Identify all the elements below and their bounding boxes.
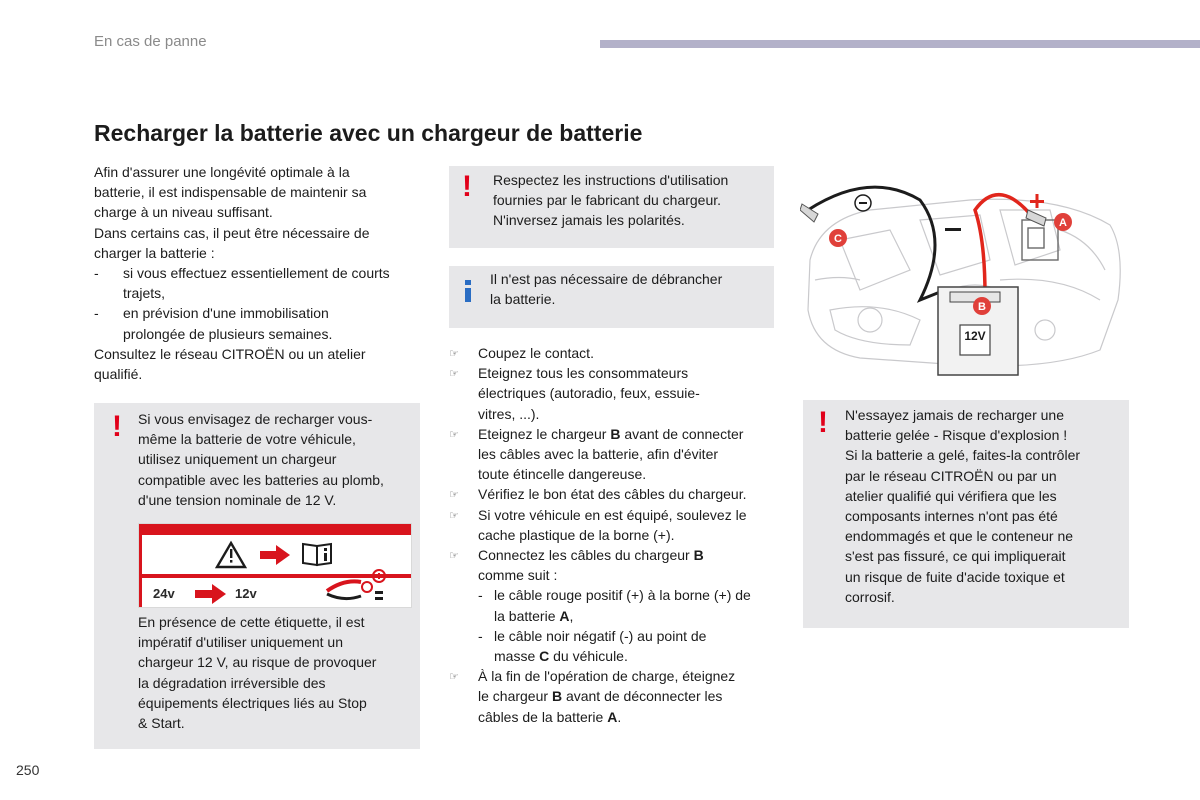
marker-a	[1054, 213, 1072, 231]
warning-line: fournies par le fabricant du chargeur.	[493, 192, 722, 209]
step-text: masse C du véhicule.	[494, 648, 628, 665]
warning-line: utilisez uniquement un chargeur	[138, 451, 337, 468]
step-text: Eteignez le chargeur	[478, 425, 611, 442]
warning-line: impératif d'utiliser uniquement un	[138, 634, 344, 651]
battery-charger-diagram	[800, 180, 1130, 380]
plus-minus-icon	[373, 570, 385, 600]
arrow-right-icon	[260, 545, 290, 565]
step-text: les câbles avec la batterie, afin d'éviter	[478, 446, 719, 463]
warning-line: corrosif.	[845, 588, 895, 605]
step-text: avant de connecter	[620, 425, 744, 442]
bullet-line: trajets,	[123, 285, 166, 302]
step-bold: B	[610, 425, 621, 442]
arrow-right-icon	[195, 584, 226, 604]
plus-sign-icon	[1030, 194, 1044, 208]
charger-voltage-label: 12V	[964, 329, 986, 343]
pointer-hand-icon: ☞	[449, 671, 459, 684]
header-accent-bar	[600, 40, 1200, 48]
pointer-hand-icon: ☞	[449, 368, 459, 381]
step-item	[449, 424, 789, 444]
intro-line: Afin d'assurer une longévité optimale à la	[94, 164, 350, 180]
warning-line: Si vous envisagez de recharger vous-	[138, 411, 373, 427]
step-text: Eteignez tous les consommateurs	[478, 365, 689, 382]
label-voltage-24: 24v	[153, 586, 175, 601]
step-bold: B	[693, 547, 704, 564]
page-number: 250	[16, 762, 40, 778]
warning-line: En présence de cette étiquette, il est	[138, 614, 365, 630]
step-item	[449, 666, 789, 686]
marker-c-label: C	[834, 233, 842, 245]
warning-line: s'est pas fissuré, ce qui impliquerait	[845, 548, 1066, 565]
info-text	[490, 269, 770, 309]
page-title: Recharger la batterie avec un chargeur de batterie	[94, 120, 643, 146]
sub-dash: -	[478, 627, 483, 644]
jumper-clamp-icon	[327, 581, 372, 598]
step-item	[449, 363, 789, 383]
warning-line: Respectez les instructions d'utilisation	[493, 172, 729, 188]
info-line: la batterie.	[490, 291, 556, 308]
step-text: le câble noir négatif (-) au point de	[494, 627, 707, 644]
bullet-line: prolongée de plusieurs semaines.	[123, 325, 333, 342]
bullet-line: si vous effectuez essentiellement de courts	[123, 265, 390, 282]
warning-line: par le réseau CITROËN ou par un	[845, 467, 1057, 484]
info-icon-bar	[465, 288, 471, 302]
warning-instructions-text	[493, 170, 773, 231]
bullet-line: en prévision d'une immobilisation	[123, 305, 329, 322]
section-label: En cas de panne	[94, 33, 207, 50]
warning-line: N'inversez jamais les polarités.	[493, 212, 685, 229]
step-text: Coupez le contact.	[478, 345, 594, 361]
pointer-hand-icon: ☞	[449, 428, 459, 441]
manual-info-icon	[303, 544, 331, 565]
red-clamp-icon	[1026, 210, 1046, 226]
step-item	[449, 484, 789, 504]
steps-list	[449, 343, 789, 727]
pointer-hand-icon: ☞	[449, 348, 459, 360]
pointer-hand-icon: ☞	[449, 550, 459, 563]
warning-exclamation-icon: !	[462, 170, 472, 203]
intro-line: charge à un niveau suffisant.	[94, 204, 273, 221]
step-text: cache plastique de la borne (+).	[478, 526, 675, 543]
stop-start-label-image	[138, 523, 412, 608]
warning-line: la dégradation irréversible des	[138, 674, 326, 691]
intro-bullet	[94, 263, 424, 303]
warning-line: un risque de fuite d'acide toxique et	[845, 568, 1065, 585]
marker-c	[829, 229, 847, 247]
warning-line: d'une tension nominale de 12 V.	[138, 491, 337, 508]
info-icon	[465, 280, 471, 302]
warning-line: chargeur 12 V, au risque de provoquer	[138, 654, 377, 671]
marker-a-label: A	[1059, 217, 1067, 229]
warning-exclamation-icon: !	[818, 406, 828, 439]
warning-line: Si la batterie a gelé, faites-la contrôler	[845, 447, 1081, 464]
warning-line: même la batterie de votre véhicule,	[138, 431, 356, 448]
step-text: vitres, ...).	[478, 405, 540, 422]
warning-frozen-text	[845, 405, 1125, 607]
warning-line: batterie gelée - Risque d'explosion !	[845, 427, 1068, 444]
label-icons	[139, 524, 412, 608]
battery-a-outline	[1022, 220, 1058, 260]
marker-b-label: B	[978, 301, 986, 313]
step-text: toute étincelle dangereuse.	[478, 466, 647, 483]
info-line: Il n'est pas nécessaire de débrancher	[490, 271, 723, 287]
minus-sign-icon	[945, 228, 961, 231]
step-sub-item	[449, 626, 789, 646]
intro-line: charger la batterie :	[94, 244, 215, 261]
intro-bullet	[94, 303, 424, 343]
step-text: comme suit :	[478, 567, 558, 584]
pointer-hand-icon: ☞	[449, 489, 459, 502]
step-text: le chargeur B avant de déconnecter les	[478, 688, 723, 705]
step-text: À la fin de l'opération de charge, éteignez	[478, 668, 736, 685]
step-sub-item	[449, 585, 789, 605]
intro-text	[94, 162, 424, 384]
sub-dash: -	[478, 587, 483, 604]
bullet-dash: -	[94, 305, 99, 322]
marker-b	[973, 297, 991, 315]
warning-charger-after-text	[138, 612, 418, 733]
label-voltage-12: 12v	[235, 586, 257, 601]
negative-terminal-icon	[855, 195, 871, 211]
step-text: Si votre véhicule en est équipé, soulevez le	[478, 506, 747, 523]
info-icon-dot	[465, 280, 471, 285]
intro-line: qualifié.	[94, 366, 143, 383]
step-text: Connectez les câbles du chargeur	[478, 547, 694, 564]
intro-line: batterie, il est indispensable de maintenir sa	[94, 184, 367, 201]
warning-triangle-icon	[217, 543, 245, 567]
warning-line: N'essayez jamais de recharger une	[845, 407, 1065, 423]
warning-line: équipements électriques liés au Stop	[138, 694, 367, 711]
step-text: le câble rouge positif (+) à la borne (+) de	[494, 587, 751, 604]
warning-charger-text	[138, 409, 418, 510]
warning-line: compatible avec les batteries au plomb,	[138, 471, 384, 488]
intro-line: Consultez le réseau CITROËN ou un atelier	[94, 345, 366, 362]
intro-line: Dans certains cas, il peut être nécessaire de	[94, 224, 370, 241]
step-item	[449, 545, 789, 565]
warning-line: atelier qualifié qui vérifiera que les	[845, 487, 1057, 504]
pointer-hand-icon: ☞	[449, 509, 459, 522]
step-text: Vérifiez le bon état des câbles du chargeur.	[478, 486, 747, 503]
warning-line: composants internes n'ont pas été	[845, 508, 1058, 525]
warning-exclamation-icon: !	[112, 410, 122, 443]
bullet-dash: -	[94, 265, 99, 282]
step-text: câbles de la batterie A.	[478, 708, 622, 725]
step-item	[449, 343, 789, 363]
warning-line: endommagés et que le conteneur ne	[845, 528, 1074, 545]
step-item	[449, 505, 789, 525]
warning-line: & Start.	[138, 715, 185, 732]
step-text: électriques (autoradio, feux, essuie-	[478, 385, 700, 402]
step-text: la batterie A,	[494, 607, 574, 624]
